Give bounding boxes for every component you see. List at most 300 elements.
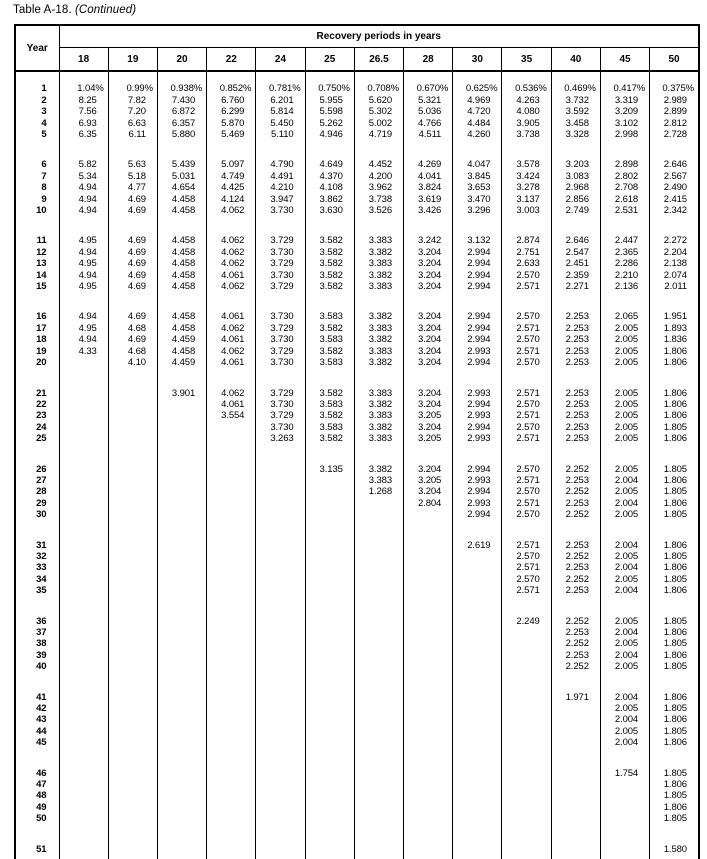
rate-cell: 3.901 (157, 388, 206, 399)
rate-cell: 3.729 (256, 235, 305, 246)
rate-cell: 4.969 (453, 95, 502, 106)
rate-cell: 1.806 (650, 357, 699, 368)
year-cell: 3 (15, 106, 59, 117)
recovery-periods-header: Recovery periods in years (59, 25, 699, 48)
rate-cell (354, 551, 403, 562)
spacer-cell (453, 673, 502, 692)
spacer-cell (305, 749, 354, 768)
spacer-cell (108, 749, 157, 768)
rate-cell (108, 551, 157, 562)
spacer-row (15, 292, 699, 311)
rate-cell (404, 802, 453, 813)
spacer-cell (207, 597, 256, 616)
rate-cell: 3.619 (404, 194, 453, 205)
rate-cell: 2.531 (600, 205, 649, 216)
rate-cell (404, 790, 453, 801)
rate-cell: 4.69 (108, 281, 157, 292)
spacer-cell (207, 71, 256, 83)
rate-cell: 3.205 (404, 433, 453, 444)
rate-cell: 3.583 (305, 334, 354, 345)
rate-cell: 4.719 (354, 129, 403, 140)
spacer-cell (256, 216, 305, 235)
rate-cell: 2.749 (551, 205, 600, 216)
table-row (15, 802, 699, 813)
rate-cell (108, 574, 157, 585)
rate-cell: 2.342 (650, 205, 699, 216)
spacer-cell (650, 445, 699, 464)
rate-cell (404, 844, 453, 855)
rate-cell: 6.760 (207, 95, 256, 106)
rate-cell (502, 737, 551, 748)
rate-cell (453, 779, 502, 790)
rate-cell: 4.458 (157, 270, 206, 281)
table-row (15, 83, 699, 94)
rate-cell (157, 638, 206, 649)
table-row (15, 182, 699, 193)
rate-cell: 3.205 (404, 410, 453, 421)
rate-cell (600, 802, 649, 813)
rate-cell: 2.005 (600, 323, 649, 334)
rate-cell: 3.383 (354, 323, 403, 334)
rate-cell (404, 661, 453, 672)
rate-cell: 3.383 (354, 433, 403, 444)
spacer-cell (207, 855, 256, 859)
rate-cell (108, 714, 157, 725)
spacer-cell (502, 292, 551, 311)
rate-cell: 2.005 (600, 334, 649, 345)
year-cell: 39 (15, 650, 59, 661)
spacer-cell (650, 825, 699, 844)
year-cell: 28 (15, 486, 59, 497)
rate-cell (157, 726, 206, 737)
rate-cell: 3.383 (354, 410, 403, 421)
rate-cell: 2.004 (600, 540, 649, 551)
rate-cell: 2.993 (453, 388, 502, 399)
rate-cell: 4.69 (108, 270, 157, 281)
spacer-cell (502, 140, 551, 159)
rate-cell: 3.204 (404, 422, 453, 433)
table-row (15, 258, 699, 269)
year-cell: 12 (15, 247, 59, 258)
rate-cell: 2.994 (453, 399, 502, 410)
rate-cell: 4.260 (453, 129, 502, 140)
rate-cell: 2.570 (502, 486, 551, 497)
rate-cell: 1.805 (650, 813, 699, 824)
rate-cell: 1.893 (650, 323, 699, 334)
spacer-cell (404, 216, 453, 235)
spacer-cell (15, 749, 59, 768)
spacer-cell (453, 521, 502, 540)
rate-cell (305, 714, 354, 725)
spacer-cell (15, 140, 59, 159)
spacer-cell (650, 71, 699, 83)
rate-cell: 2.646 (551, 235, 600, 246)
rate-cell: 2.252 (551, 486, 600, 497)
rate-cell (502, 627, 551, 638)
rate-cell (157, 433, 206, 444)
year-cell: 36 (15, 616, 59, 627)
rate-cell: 6.299 (207, 106, 256, 117)
spacer-cell (108, 855, 157, 859)
spacer-cell (650, 673, 699, 692)
spacer-row (15, 445, 699, 464)
rate-cell: 2.571 (502, 585, 551, 596)
rate-cell (256, 509, 305, 520)
rate-cell (305, 562, 354, 573)
rate-cell: 3.278 (502, 182, 551, 193)
rate-cell: 5.110 (256, 129, 305, 140)
spacer-cell (15, 855, 59, 859)
rate-cell (404, 813, 453, 824)
spacer-cell (404, 673, 453, 692)
table-row (15, 235, 699, 246)
year-cell: 23 (15, 410, 59, 421)
rate-cell: 2.252 (551, 574, 600, 585)
rate-cell (59, 844, 108, 855)
rate-cell: 2.252 (551, 509, 600, 520)
rate-cell: 3.905 (502, 118, 551, 129)
rate-cell: 2.570 (502, 311, 551, 322)
rate-cell (207, 737, 256, 748)
rate-cell: 4.69 (108, 334, 157, 345)
year-cell: 34 (15, 574, 59, 585)
rate-cell: 4.95 (59, 281, 108, 292)
rate-cell: 4.94 (59, 205, 108, 216)
spacer-cell (207, 673, 256, 692)
rate-cell: 2.802 (600, 171, 649, 182)
rate-cell (404, 737, 453, 748)
rate-cell: 1.806 (650, 714, 699, 725)
rate-cell: 4.458 (157, 258, 206, 269)
rate-cell (108, 844, 157, 855)
spacer-cell (256, 445, 305, 464)
rate-cell: 2.004 (600, 627, 649, 638)
rate-cell (551, 768, 600, 779)
rate-cell: 5.450 (256, 118, 305, 129)
rate-cell: 2.253 (551, 562, 600, 573)
table-row (15, 433, 699, 444)
year-cell: 49 (15, 802, 59, 813)
year-cell: 16 (15, 311, 59, 322)
spacer-cell (551, 825, 600, 844)
rate-cell (256, 703, 305, 714)
rate-cell: 3.582 (305, 388, 354, 399)
rate-cell: 5.82 (59, 159, 108, 170)
rate-cell: 4.080 (502, 106, 551, 117)
rate-cell (256, 585, 305, 596)
table-row (15, 346, 699, 357)
rate-cell (207, 574, 256, 585)
rate-cell (207, 422, 256, 433)
period-header: 24 (256, 48, 305, 72)
table-row (15, 650, 699, 661)
rate-cell: 3.204 (404, 464, 453, 475)
rate-cell: 3.203 (551, 159, 600, 170)
rate-cell (108, 410, 157, 421)
rate-cell (157, 574, 206, 585)
rate-cell: 2.804 (404, 498, 453, 509)
rate-cell: 4.69 (108, 247, 157, 258)
rate-cell (354, 638, 403, 649)
spacer-cell (404, 369, 453, 388)
rate-cell (59, 357, 108, 368)
spacer-cell (157, 369, 206, 388)
rate-cell (404, 585, 453, 596)
rate-cell: 3.383 (354, 258, 403, 269)
rate-cell: 4.94 (59, 247, 108, 258)
rate-cell: 4.69 (108, 311, 157, 322)
spacer-cell (157, 216, 206, 235)
rate-cell: 1.806 (650, 737, 699, 748)
spacer-row (15, 597, 699, 616)
spacer-cell (502, 71, 551, 83)
rate-cell: 2.571 (502, 281, 551, 292)
rate-cell (354, 768, 403, 779)
rate-cell (502, 638, 551, 649)
rate-cell: 3.729 (256, 388, 305, 399)
rate-cell (157, 475, 206, 486)
rate-cell: 0.938% (157, 83, 206, 94)
rate-cell: 2.005 (600, 509, 649, 520)
spacer-cell (207, 140, 256, 159)
rate-cell: 4.124 (207, 194, 256, 205)
rate-cell: 4.94 (59, 270, 108, 281)
rate-cell: 2.005 (600, 616, 649, 627)
rate-cell: 1.806 (650, 562, 699, 573)
spacer-cell (108, 140, 157, 159)
rate-cell: 2.249 (502, 616, 551, 627)
rate-cell: 2.618 (600, 194, 649, 205)
rate-cell (502, 790, 551, 801)
spacer-cell (650, 521, 699, 540)
rate-cell: 3.962 (354, 182, 403, 193)
rate-cell: 2.994 (453, 422, 502, 433)
rate-cell: 3.204 (404, 258, 453, 269)
rate-cell: 3.382 (354, 270, 403, 281)
rate-cell: 2.011 (650, 281, 699, 292)
rate-cell (354, 627, 403, 638)
rate-cell: 4.062 (207, 388, 256, 399)
year-cell: 30 (15, 509, 59, 520)
rate-cell: 3.630 (305, 205, 354, 216)
spacer-cell (600, 825, 649, 844)
rate-cell: 1.806 (650, 802, 699, 813)
rate-cell: 4.511 (404, 129, 453, 140)
rate-cell (453, 574, 502, 585)
rate-cell (600, 813, 649, 824)
rate-cell (404, 703, 453, 714)
rate-cell: 3.296 (453, 205, 502, 216)
rate-cell (207, 661, 256, 672)
spacer-cell (551, 521, 600, 540)
rate-cell: 2.271 (551, 281, 600, 292)
spacer-cell (404, 825, 453, 844)
table-row (15, 323, 699, 334)
rate-cell: 1.805 (650, 551, 699, 562)
rate-cell: 3.242 (404, 235, 453, 246)
rate-cell (59, 638, 108, 649)
year-cell: 29 (15, 498, 59, 509)
rate-cell: 2.253 (551, 475, 600, 486)
rate-cell: 2.136 (600, 281, 649, 292)
rate-cell: 2.570 (502, 270, 551, 281)
rate-cell (502, 768, 551, 779)
rate-cell (108, 562, 157, 573)
table-row (15, 790, 699, 801)
rate-cell: 5.031 (157, 171, 206, 182)
rate-cell: 2.253 (551, 433, 600, 444)
rate-cell: 1.805 (650, 768, 699, 779)
rate-cell (502, 661, 551, 672)
rate-cell (502, 844, 551, 855)
spacer-cell (650, 749, 699, 768)
rate-cell: 2.571 (502, 346, 551, 357)
rate-cell (207, 726, 256, 737)
table-row (15, 129, 699, 140)
rate-cell (108, 661, 157, 672)
spacer-cell (354, 445, 403, 464)
rate-cell: 1.806 (650, 388, 699, 399)
rate-cell: 2.253 (551, 323, 600, 334)
year-cell: 6 (15, 159, 59, 170)
rate-cell (59, 813, 108, 824)
rate-cell (157, 779, 206, 790)
rate-cell (59, 726, 108, 737)
rate-cell: 0.852% (207, 83, 256, 94)
spacer-cell (207, 749, 256, 768)
rate-cell (207, 779, 256, 790)
year-cell: 2 (15, 95, 59, 106)
rate-cell: 2.451 (551, 258, 600, 269)
rate-cell (207, 540, 256, 551)
rate-cell: 5.870 (207, 118, 256, 129)
rate-cell (59, 737, 108, 748)
header-row-top (15, 25, 699, 48)
spacer-cell (108, 71, 157, 83)
rate-cell: 5.302 (354, 106, 403, 117)
spacer-cell (650, 855, 699, 859)
rate-cell (404, 779, 453, 790)
rate-cell: 2.547 (551, 247, 600, 258)
rate-cell (551, 726, 600, 737)
table-row (15, 813, 699, 824)
year-cell: 25 (15, 433, 59, 444)
rate-cell: 3.204 (404, 281, 453, 292)
rate-cell: 2.286 (600, 258, 649, 269)
spacer-cell (404, 445, 453, 464)
rate-cell (207, 562, 256, 573)
rate-cell: 3.204 (404, 486, 453, 497)
spacer-cell (256, 521, 305, 540)
spacer-row (15, 140, 699, 159)
spacer-cell (502, 749, 551, 768)
table-row (15, 638, 699, 649)
rate-cell (59, 540, 108, 551)
table-row (15, 281, 699, 292)
rate-cell (207, 475, 256, 486)
rate-cell (502, 703, 551, 714)
period-header: 28 (404, 48, 453, 72)
rate-cell: 3.730 (256, 270, 305, 281)
spacer-cell (157, 597, 206, 616)
rate-cell (157, 802, 206, 813)
rate-cell: 6.93 (59, 118, 108, 129)
rate-cell (354, 540, 403, 551)
rate-cell: 4.95 (59, 235, 108, 246)
rate-cell: 2.005 (600, 346, 649, 357)
rate-cell: 3.526 (354, 205, 403, 216)
rate-cell: 3.554 (207, 410, 256, 421)
rate-cell (256, 551, 305, 562)
table-row (15, 205, 699, 216)
rate-cell (305, 627, 354, 638)
rate-cell (108, 540, 157, 551)
rate-cell: 4.269 (404, 159, 453, 170)
spacer-cell (256, 749, 305, 768)
spacer-cell (551, 71, 600, 83)
spacer-cell (305, 445, 354, 464)
rate-cell: 4.77 (108, 182, 157, 193)
year-cell: 26 (15, 464, 59, 475)
rate-cell: 2.633 (502, 258, 551, 269)
table-row (15, 540, 699, 551)
rate-cell (59, 464, 108, 475)
spacer-cell (157, 855, 206, 859)
rate-cell: 5.880 (157, 129, 206, 140)
spacer-cell (404, 140, 453, 159)
rate-cell: 2.994 (453, 486, 502, 497)
rate-cell (404, 650, 453, 661)
spacer-cell (256, 855, 305, 859)
year-cell: 47 (15, 779, 59, 790)
rate-cell: 3.583 (305, 311, 354, 322)
rate-cell: 3.592 (551, 106, 600, 117)
rate-cell (59, 714, 108, 725)
rate-cell: 4.484 (453, 118, 502, 129)
spacer-row (15, 749, 699, 768)
rate-cell (404, 692, 453, 703)
spacer-cell (15, 521, 59, 540)
table-row (15, 311, 699, 322)
page-title (13, 4, 136, 16)
rate-cell: 2.005 (600, 551, 649, 562)
spacer-cell (354, 855, 403, 859)
rate-cell (305, 509, 354, 520)
rate-cell (305, 703, 354, 714)
rate-cell (157, 562, 206, 573)
spacer-cell (404, 292, 453, 311)
rate-cell (157, 627, 206, 638)
rate-cell: 1.806 (650, 540, 699, 551)
rate-cell (59, 616, 108, 627)
rate-cell: 6.35 (59, 129, 108, 140)
spacer-cell (502, 216, 551, 235)
period-header: 22 (207, 48, 256, 72)
rate-cell: 4.69 (108, 205, 157, 216)
year-cell: 14 (15, 270, 59, 281)
rate-cell: 4.062 (207, 205, 256, 216)
rate-cell: 1.805 (650, 661, 699, 672)
spacer-cell (157, 71, 206, 83)
rate-cell: 4.452 (354, 159, 403, 170)
rate-cell (59, 574, 108, 585)
year-cell: 13 (15, 258, 59, 269)
rate-cell (404, 509, 453, 520)
rate-cell (59, 790, 108, 801)
rate-cell: 3.862 (305, 194, 354, 205)
table-row (15, 475, 699, 486)
rate-cell: 2.005 (600, 703, 649, 714)
